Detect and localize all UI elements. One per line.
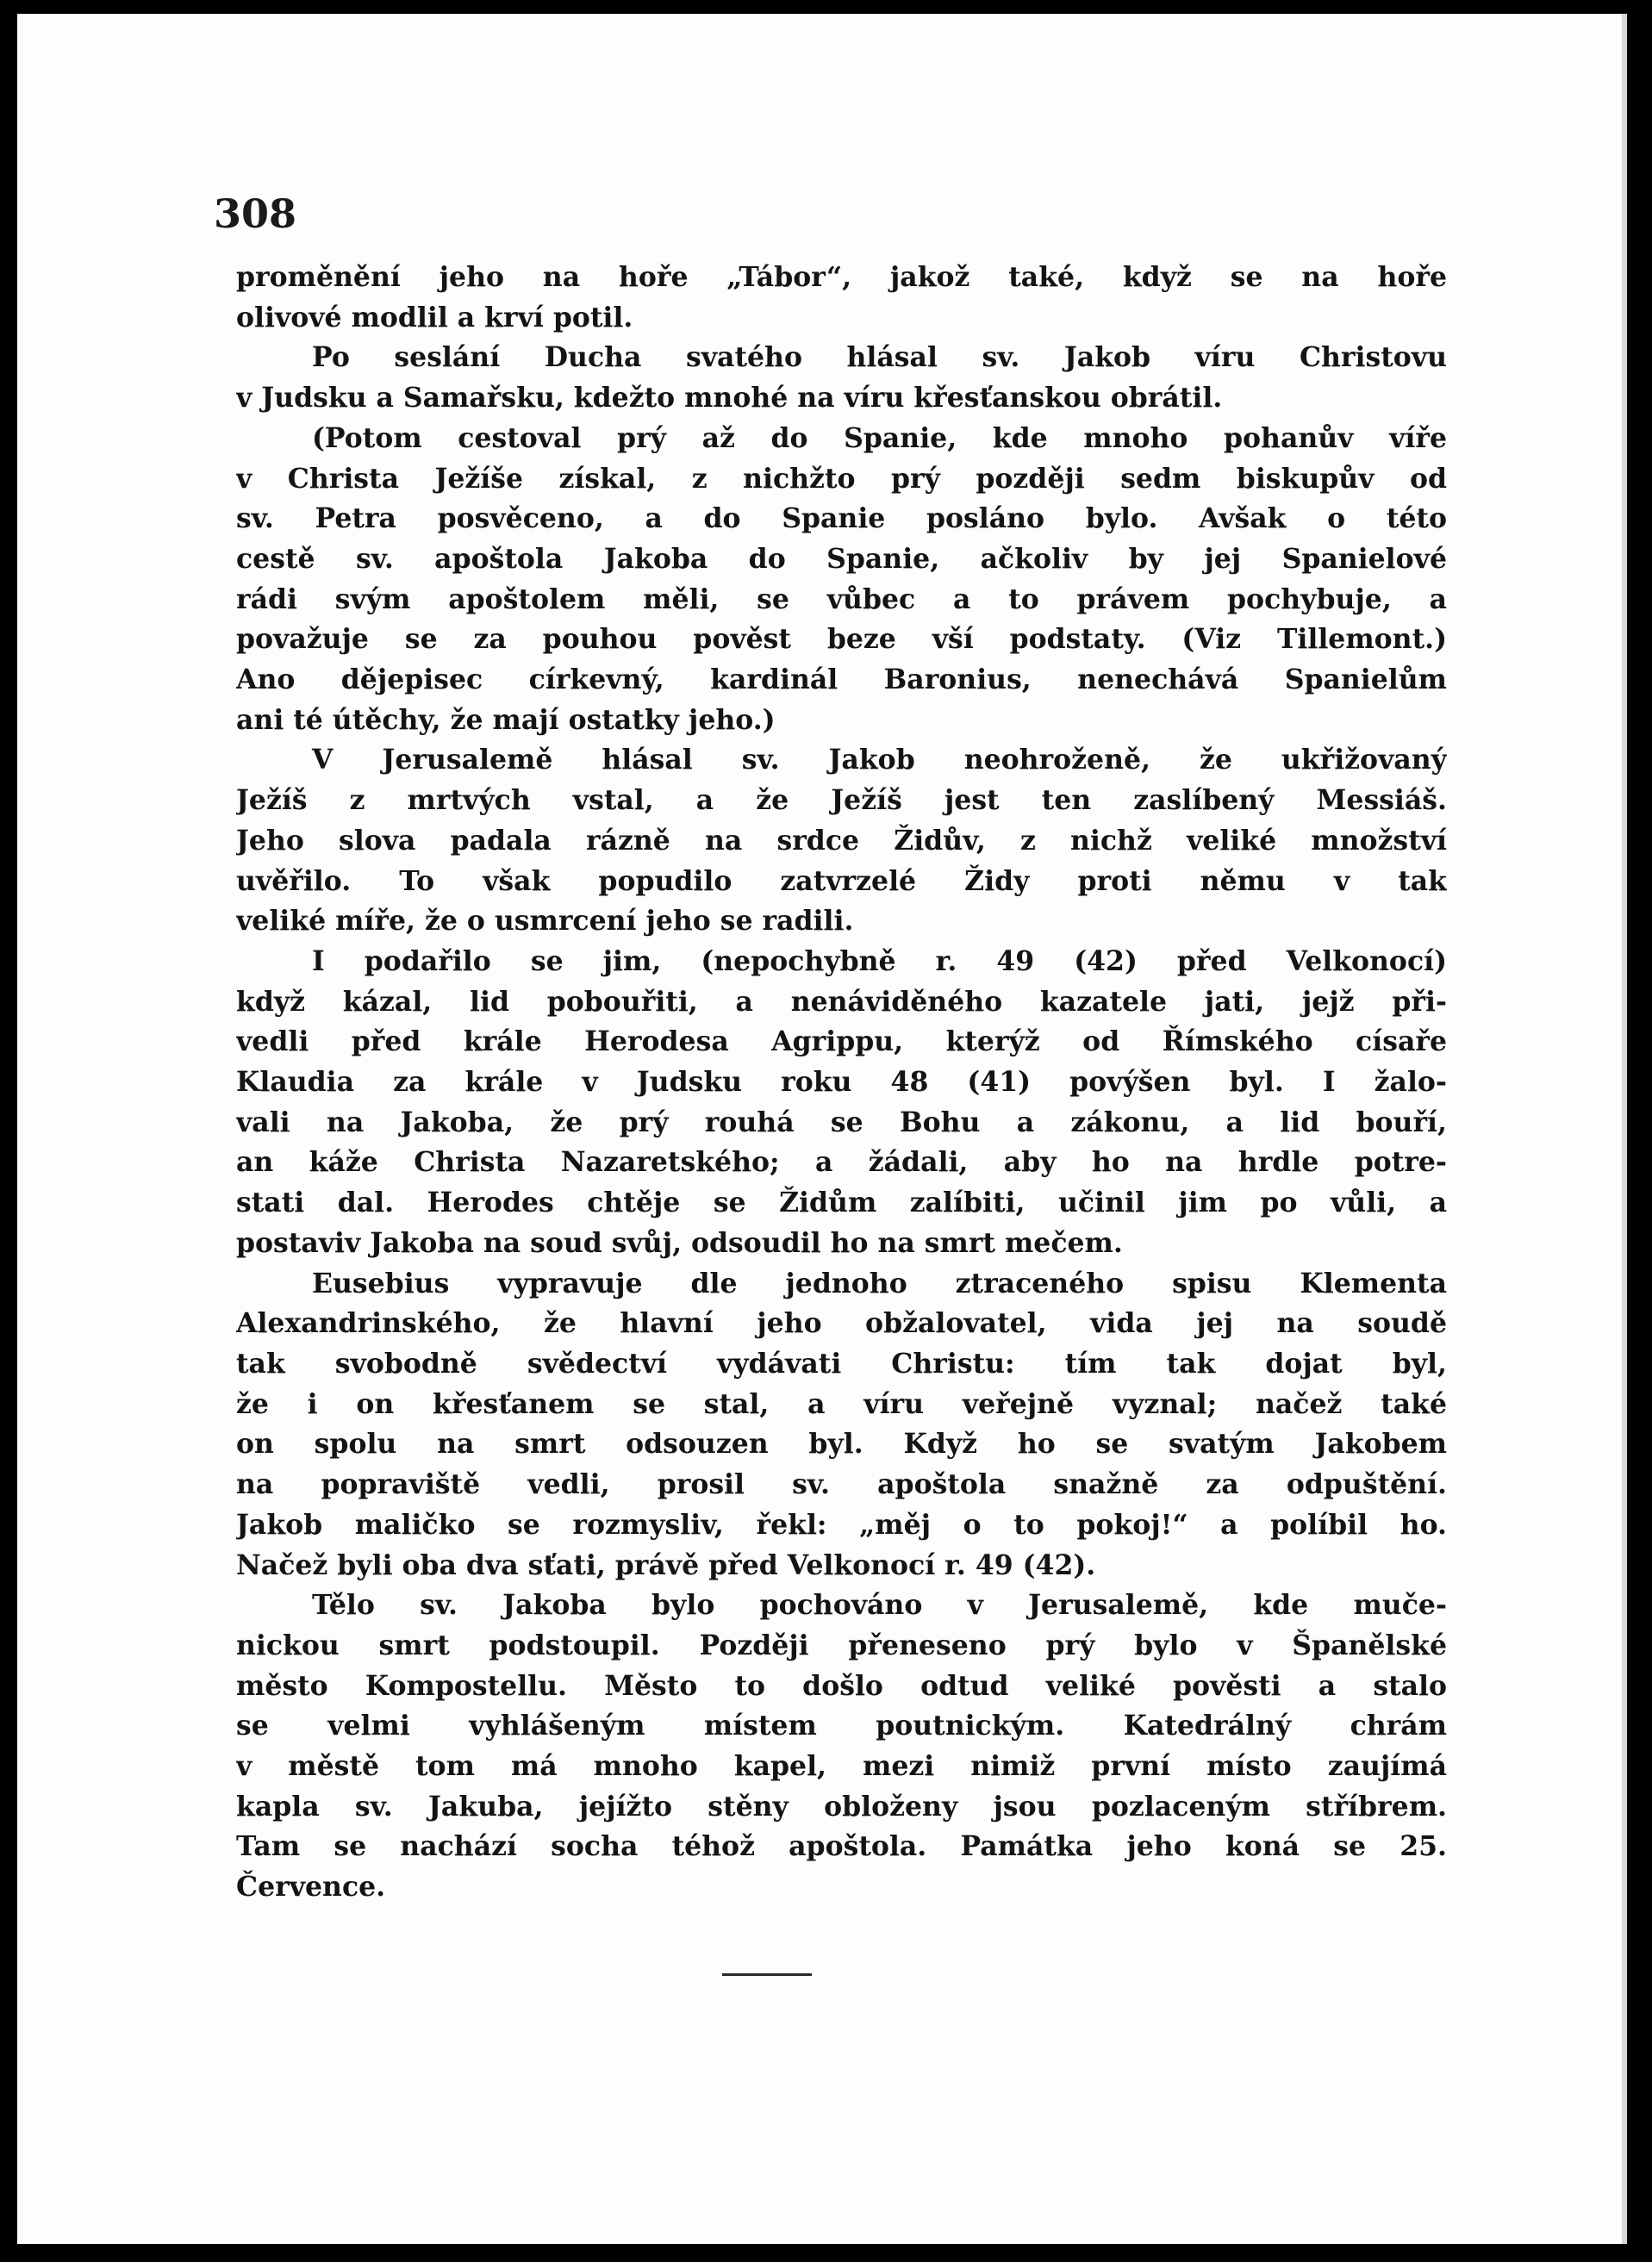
section-end-rule	[722, 1973, 812, 1976]
text-line: Eusebius vypravuje dle jednoho ztraceného spisu Klementa	[312, 1267, 1447, 1299]
text-line: Načež byli oba dva sťati, právě před Velkonocí r. 49 (42).	[236, 1549, 1096, 1581]
text-line: stati dal. Herodes chtěje se Židům zalíbiti, učinil jim po vůli, a	[236, 1187, 1447, 1219]
text-line: proměnění jeho na hoře „Tábor“, jakož také, když se na hoře	[236, 261, 1447, 293]
text-line: se velmi vyhlášeným místem poutnickým. Katedrálný chrám	[236, 1710, 1447, 1742]
text-line: že i on křesťanem se stal, a víru veřejně vyznal; načež také	[236, 1387, 1447, 1420]
text-line: kapla sv. Jakuba, jejížto stěny obloženy jsou pozlaceným stříbrem.	[236, 1790, 1447, 1823]
text-line: Července.	[236, 1871, 386, 1904]
text-line: Ježíš z mrtvých vstal, a že Ježíš jest ten zaslíbený Messiáš.	[236, 784, 1447, 817]
page-number: 308	[214, 190, 297, 237]
text-line: v Judsku a Samařsku, kdežto mnohé na víru křesťanskou obrátil.	[236, 382, 1223, 414]
text-line: an káže Christa Nazaretského; a žádali, aby ho na hrdle potre-	[236, 1146, 1447, 1179]
text-line: v městě tom má mnoho kapel, mezi nimiž první místo zaujímá	[236, 1750, 1447, 1783]
text-line: uvěřilo. To však popudilo zatvrzelé Židy proti němu v tak	[236, 864, 1447, 897]
body-text	[236, 258, 1447, 1908]
text-line: na popraviště vedli, prosil sv. apoštola snažně za odpuštění.	[236, 1468, 1447, 1501]
text-line: I podařilo se jim, (nepochybně r. 49 (42) před Velkonocí)	[312, 944, 1447, 977]
text-line: (Potom cestoval prý až do Spanie, kde mnoho pohanův víře	[312, 421, 1447, 454]
text-line: rádi svým apoštolem měli, se vůbec a to právem pochybuje, a	[236, 583, 1447, 615]
text-line: vedli před krále Herodesa Agrippu, kterýž od Římského císaře	[236, 1025, 1447, 1058]
text-line: tak svobodně svědectví vydávati Christu: tím tak dojat byl,	[236, 1347, 1447, 1380]
text-line: Klaudia za krále v Judsku roku 48 (41) povýšen byl. I žalo-	[236, 1066, 1447, 1099]
text-line: Ano dějepisec církevný, kardinál Baronius, nenechává Spanielům	[236, 664, 1447, 696]
text-line: když kázal, lid pobouřiti, a nenáviděného kazatele jati, jejž při-	[236, 985, 1447, 1018]
text-line: Jeho slova padala rázně na srdce Židův, z nichž veliké množství	[236, 824, 1447, 857]
page-edge-shadow	[1622, 14, 1627, 2244]
text-line: vali na Jakoba, že prý rouhá se Bohu a zákonu, a lid bouří,	[236, 1106, 1447, 1138]
text-line: nickou smrt podstoupil. Později přeneseno prý bylo v Španělské	[236, 1629, 1447, 1661]
text-line: v Christa Ježíše získal, z nichžto prý později sedm biskupův od	[236, 462, 1447, 495]
text-line: veliké míře, že o usmrcení jeho se radili.	[236, 905, 854, 938]
text-line: cestě sv. apoštola Jakoba do Spanie, ačkoliv by jej Spanielové	[236, 542, 1447, 575]
text-line: V Jerusalemě hlásal sv. Jakob neohroženě, že ukřižovaný	[312, 744, 1447, 776]
text-line: olivové modlil a krví potil.	[236, 301, 633, 333]
text-line: ani té útěchy, že mají ostatky jeho.)	[236, 703, 776, 736]
text-line: Tělo sv. Jakoba bylo pochováno v Jerusalemě, kde muče-	[312, 1589, 1447, 1622]
scanned-book-page	[17, 14, 1627, 2244]
text-line: sv. Petra posvěceno, a do Spanie posláno bylo. Avšak o této	[236, 502, 1447, 535]
text-line: postaviv Jakoba na soud svůj, odsoudil ho na smrt mečem.	[236, 1226, 1123, 1259]
text-line: považuje se za pouhou pověst beze vší podstaty. (Viz Tillemont.)	[236, 623, 1447, 656]
text-line: Alexandrinského, že hlavní jeho obžalovatel, vida jej na soudě	[236, 1307, 1447, 1340]
text-line: město Kompostellu. Město to došlo odtud veliké pověsti a stalo	[236, 1669, 1447, 1702]
text-line: Po seslání Ducha svatého hlásal sv. Jakob víru Christovu	[312, 341, 1447, 374]
text-line: Tam se nachází socha téhož apoštola. Památka jeho koná se 25.	[236, 1830, 1447, 1863]
text-line: on spolu na smrt odsouzen byl. Když ho se svatým Jakobem	[236, 1428, 1447, 1461]
text-line: Jakob maličko se rozmysliv, řekl: „měj o to pokoj!“ a políbil ho.	[236, 1508, 1447, 1541]
